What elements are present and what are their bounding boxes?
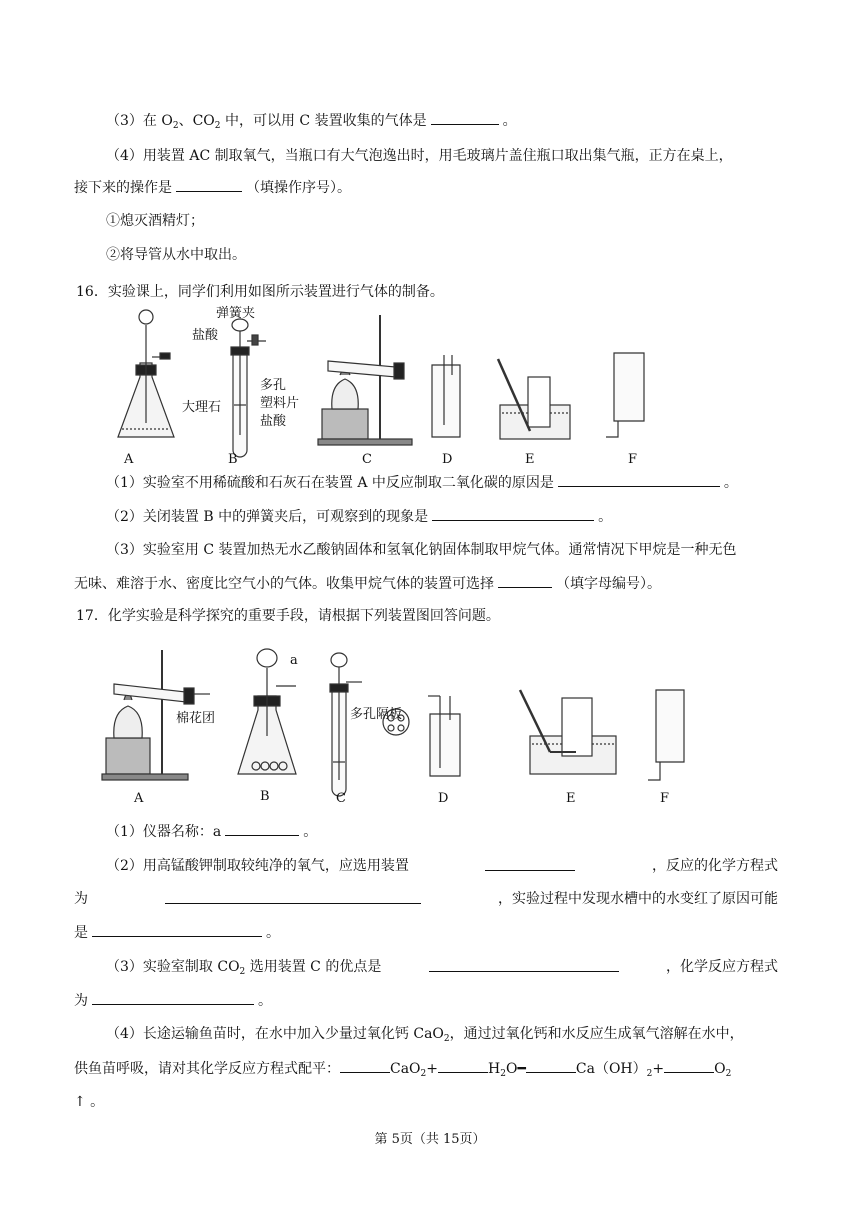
coef-blank-caoh2[interactable] bbox=[526, 1058, 576, 1073]
q16-line-2: （2）关闭装置 B 中的弹簧夹后，可观察到的现象是 。 bbox=[106, 506, 612, 527]
letter-F: F bbox=[660, 791, 670, 806]
q17-line-4c: ↑ 。 bbox=[74, 1094, 105, 1110]
page-footer: 第 5页（共 15页） bbox=[374, 1132, 486, 1147]
q17-line-3a: （3）实验室制取 $CO_2$ 选用装置 C 的优点是 ，化学反应方程式 bbox=[106, 959, 778, 977]
q17-line-2c: 是 。 bbox=[74, 922, 280, 943]
answer-blank[interactable] bbox=[92, 990, 254, 1005]
answer-blank[interactable] bbox=[558, 472, 720, 487]
q17-line-3b: 为 。 bbox=[74, 990, 272, 1011]
answer-blank[interactable] bbox=[485, 856, 575, 871]
letter-D: D bbox=[438, 791, 449, 806]
letter-B: B bbox=[260, 789, 270, 804]
label-cotton: 棉花团 bbox=[176, 711, 216, 726]
coef-blank-o2[interactable] bbox=[664, 1058, 714, 1073]
letter-E: E bbox=[525, 452, 535, 467]
label-plate: 多孔隔板 bbox=[350, 707, 403, 722]
q16-apparatus-figure bbox=[100, 305, 660, 467]
label-porous-2: 塑料片 bbox=[260, 396, 300, 411]
answer-blank[interactable] bbox=[429, 957, 619, 972]
q15-line-4a: （4）用装置 AC 制取氧气，当瓶口有大气泡逸出时，用毛玻璃片盖住瓶口取出集气瓶，正方在桌上， bbox=[106, 148, 733, 164]
letter-D: D bbox=[442, 452, 453, 467]
q17-apparatus-figure bbox=[100, 640, 700, 810]
q15-line-4b: 接下来的操作是 （填操作序号）。 bbox=[74, 177, 351, 198]
q16-stem: 16．实验课上，同学们利用如图所示装置进行气体的制备。 bbox=[76, 284, 444, 300]
q17-line-4b: 供鱼苗呼吸，请对其化学反应方程式配平： $CaO_2+ H_2O━$ $Ca(OH)_2+ O_2$ bbox=[74, 1058, 731, 1079]
coef-blank-cao2[interactable] bbox=[340, 1058, 390, 1073]
q17-line-1: （1）仪器名称：a 。 bbox=[106, 821, 317, 842]
q17-line-2a: （2）用高锰酸钾制取较纯净的氧气，应选用装置 ，反应的化学方程式 bbox=[106, 858, 778, 874]
q15-line-3: （3）在 $O_2$、$CO_2$ 中，可以用 C 装置收集的气体是 。 bbox=[106, 110, 517, 131]
answer-blank[interactable] bbox=[92, 922, 262, 937]
answer-blank[interactable] bbox=[176, 177, 242, 192]
q15-option-1: ①熄灭酒精灯； bbox=[106, 213, 204, 229]
letter-E: E bbox=[566, 791, 576, 806]
label-marble: 大理石 bbox=[182, 400, 222, 415]
answer-blank[interactable] bbox=[498, 573, 552, 588]
q16-figure-svg bbox=[100, 305, 660, 467]
label-a: a bbox=[290, 653, 298, 668]
letter-C: C bbox=[336, 791, 346, 806]
letter-C: C bbox=[362, 452, 372, 467]
label-acid-bottom: 盐酸 bbox=[260, 414, 287, 429]
letter-A: A bbox=[124, 452, 134, 467]
letter-A: A bbox=[134, 791, 144, 806]
label-porous-1: 多孔 bbox=[260, 378, 287, 393]
answer-blank[interactable] bbox=[432, 506, 594, 521]
letter-F: F bbox=[628, 452, 638, 467]
q16-line-3a: （3）实验室用 C 装置加热无水乙酸钠固体和氢氧化钠固体制取甲烷气体。通常情况下甲烷是一种无色 bbox=[106, 542, 737, 558]
coef-blank-h2o[interactable] bbox=[438, 1058, 488, 1073]
q16-line-1: （1）实验室不用稀硫酸和石灰石在装置 A 中反应制取二氧化碳的原因是 。 bbox=[106, 472, 738, 493]
answer-blank[interactable] bbox=[431, 110, 499, 125]
answer-blank[interactable] bbox=[165, 889, 421, 904]
label-clip: 弹簧夹 bbox=[216, 306, 256, 321]
q17-figure-svg bbox=[100, 640, 700, 810]
label-acid-top: 盐酸 bbox=[192, 328, 219, 343]
q16-line-3b: 无味、难溶于水、密度比空气小的气体。收集甲烷气体的装置可选择 （填字母编号）。 bbox=[74, 573, 661, 594]
answer-blank[interactable] bbox=[225, 821, 299, 836]
q17-line-2b: 为 ，实验过程中发现水槽中的水变红了原因可能 bbox=[74, 891, 778, 907]
q17-line-4a: （4）长途运输鱼苗时，在水中加入少量过氧化钙 CaO$_2$，通过过氧化钙和水反应生成氧气溶解在水中， bbox=[106, 1026, 744, 1044]
q17-stem: 17．化学实验是科学探究的重要手段，请根据下列装置图回答问题。 bbox=[76, 608, 500, 624]
letter-B: B bbox=[228, 452, 238, 467]
q15-option-2: ②将导管从水中取出。 bbox=[106, 247, 246, 263]
